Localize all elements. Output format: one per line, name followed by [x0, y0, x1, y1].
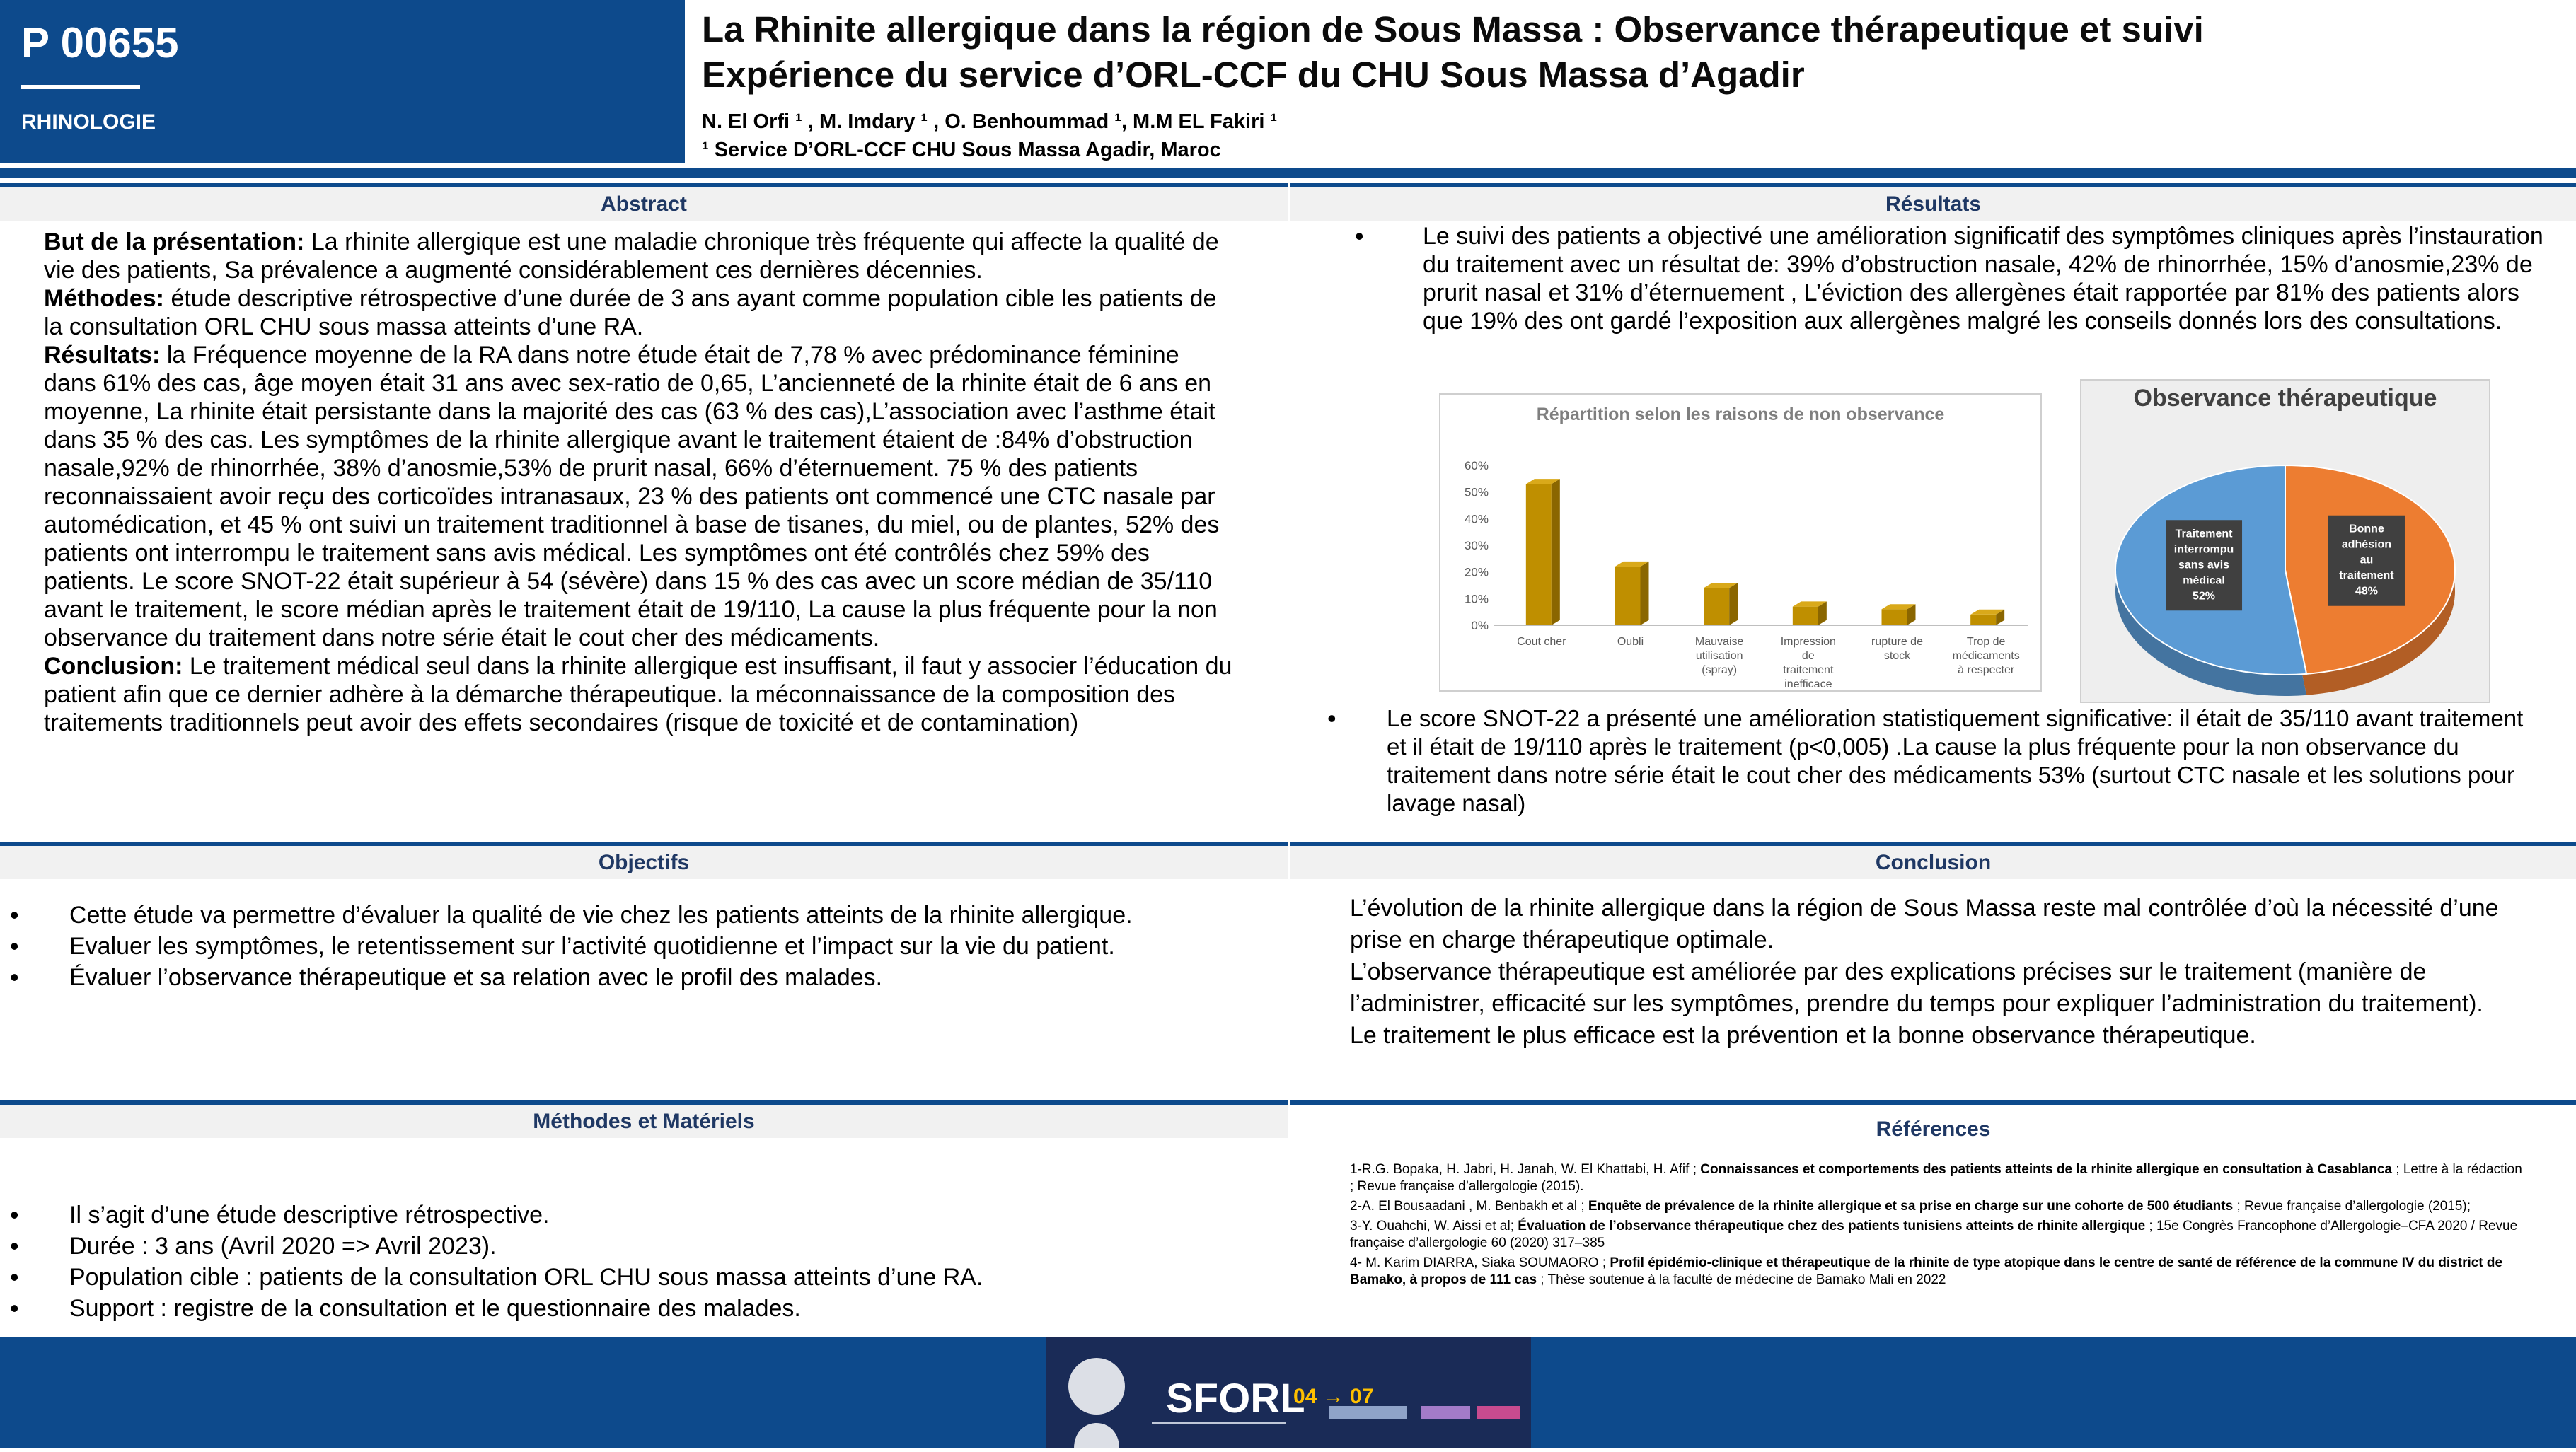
- conclusion-body: [1350, 893, 2553, 1052]
- congress-name: SFORL: [1166, 1376, 1305, 1422]
- title-line-2: Expérience du service d’ORL-CCF du CHU Sous Massa d’Agadir: [702, 54, 1805, 95]
- congress-dates: 04 → 07: [1293, 1385, 1374, 1408]
- abstract-para-conclusion: [44, 652, 1232, 737]
- ref-4-source: ; Thèse soutenue à la faculté de médecine de Bamako Mali en 2022: [1537, 1272, 1946, 1287]
- bar-category-label: rupture de stock: [1871, 636, 1923, 662]
- bar-category-label: Oubli: [1617, 636, 1644, 648]
- abstract-conclusion-label: Conclusion:: [44, 653, 183, 680]
- resultats-title: Résultats: [1290, 183, 2576, 221]
- abstract-conclusion-text: Le traitement médical seul dans la rhinite allergique est insuffisant, il faut y associer l’éducation du patient afin que ce dernier adhère à la démarche thérapeutique. la méconnaissance de la composition des traitements traditionnels peut avoir des effets secondaires (risque de toxicité et de contamination): [44, 653, 1232, 736]
- methode-item: • Population cible : patients de la consultation ORL CHU sous massa atteints d’une RA.: [6, 1262, 1208, 1293]
- bar-category-label: Trop de médicaments à respecter: [1952, 636, 2020, 676]
- poster-title: [702, 7, 2555, 98]
- abstract-resultats-label: Résultats:: [44, 342, 161, 368]
- ref-3-source: ; 15e Congrès Francophone d’Allergologie–CFA 2020 / Revue française d’allergologie 60 (2020) 317–385: [1350, 1219, 2518, 1250]
- ref-3-authors: 3-Y. Ouahchi, W. Aissi et al;: [1350, 1219, 1518, 1233]
- svg-text:Bonneadhésionautraitement48%: Bonne adhésion au traitement 48%: [2339, 523, 2394, 598]
- conclusion-para-2: L’observance thérapeutique est améliorée par des explications précises sur le traitement (manière de l’administrer, efficacité sur les symptômes, prendre du temps pour expliquer l’administration du traitement).: [1350, 958, 2483, 1017]
- resultats-item-2: • Le score SNOT-22 a présenté une amélioration statistiquement significative: il était de 35/110 avant traitement et il était de 19/110 après le traitement (p<0,005) .La cause la plus fréquente pour la non observance du traitement dans notre série était le cout cher des médicaments 53% (surtout CTC nasale et les solutions pour lavage nasal): [1323, 704, 2540, 818]
- resultats-item-1: • Le suivi des patients a objectivé une amélioration significatif des symptômes cliniques après l’instauration du traitement avec un résultat de: 39% d’obstruction nasale, 42% de rhinorrhée, 15% d’anosmie,23% de prurit nasal et 31% d’éternuement , L’éviction des allergènes était rapportée par 81% des patients alors que 19% des ont gardé l’exposition aux allergènes malgré les conseils donnés lors des consultations.: [1355, 222, 2543, 335]
- abstract-methodes-text: étude descriptive rétrospective d’une durée de 3 ans ayant comme population cible les patients de la consultation ORL CHU sous massa atteints d’une RA.: [44, 285, 1217, 340]
- title-line-1: La Rhinite allergique dans la région de Sous Massa : Observance thérapeutique et suivi: [702, 9, 2204, 50]
- congress-banner: [1046, 1337, 1531, 1448]
- abstract-para-resultats: [44, 341, 1232, 652]
- bar-mark: [1615, 562, 1649, 625]
- bar-mark: [1526, 479, 1560, 625]
- pie-chart-title: Observance thérapeutique: [2133, 385, 2437, 412]
- reference-2: [1350, 1198, 2524, 1215]
- bar-ytick-label: 20%: [1464, 565, 1489, 579]
- bar-category-label: Cout cher: [1517, 636, 1566, 648]
- ref-2-source: ; Revue française d’allergologie (2015);: [2233, 1199, 2471, 1214]
- bar-chart: [1439, 393, 2042, 692]
- ref-1-source: ; Lettre à la rédaction ; Revue française d’allergologie (2015).: [1350, 1162, 2522, 1194]
- poster-category: RHINOLOGIE: [21, 110, 156, 134]
- resultats-body-1: [1355, 222, 2543, 335]
- conclusion-para-3: Le traitement le plus efficace est la prévention et la bonne observance thérapeutique.: [1350, 1022, 2256, 1049]
- bar-mark: [1704, 583, 1738, 625]
- abstract-title: Abstract: [0, 183, 1288, 221]
- objectifs-body: [6, 900, 1208, 993]
- bar-ytick-label: 0%: [1471, 619, 1489, 632]
- bar-category-label: Impression de traitement inefficace: [1780, 636, 1836, 690]
- ref-2-title: Enquête de prévalence de la rhinite allergique et sa prise en charge sur une cohorte de 500 étudiants: [1588, 1199, 2234, 1214]
- objectif-item: • Evaluer les symptômes, le retentissement sur l’activité quotidienne et l’impact sur la vie du patient.: [6, 931, 1208, 962]
- objectif-item: • Cette étude va permettre d’évaluer la qualité de vie chez les patients atteints de la rhinite allergique.: [6, 900, 1208, 931]
- reference-4: [1350, 1255, 2524, 1289]
- pie-slice-label: [2328, 516, 2405, 606]
- poster-id: P 00655: [21, 19, 179, 66]
- ref-4-authors: 4- M. Karim DIARRA, Siaka SOUMAORO ;: [1350, 1255, 1610, 1270]
- bar-mark: [1882, 604, 1916, 625]
- abstract-resultats-text: la Fréquence moyenne de la RA dans notre étude était de 7,78 % avec prédominance féminine dans 61% des cas, âge moyen était 31 ans avec sex-ratio de 0,65, L’ancienneté de la rhinite était de 6 ans en moyenne, La rhinite était persistante dans la majorité des cas (63 % des cas),L’association avec l’asthme était dans 35 % des cas. Les symptômes de la rhinite allergique avant le traitement étaient de :84% d’obstruction nasale,92% de rhinorrhée, 38% d’anosmie,53% de prurit nasal, 66% d’éternuement. 75 % des patients reconnaissaient avoir reçu des corticoïdes intranasaux, 23 % des patients ont commencé une CTC nasale par automédication, et 45 % ont suivi un traitement traditionnel à base de tisanes, du miel, ou de plantes, 52% des patients ont interrompu le traitement sans avis médical. Les symptômes ont été contrôlés chez 59% des patients. Le score SNOT-22 était supérieur à 54 (sévère) dans 15 % des cas avec un score médian de 35/110 avant le traitement, le score médian après le traitement était de 19/110, La cause la plus fréquente pour la non observance du traitement dans notre série était le cout cher des médicaments.: [44, 342, 1220, 651]
- conclusion-para-1: L’évolution de la rhinite allergique dans la région de Sous Massa reste mal contrôlée d’où la nécessité d’une prise en charge thérapeutique optimale.: [1350, 895, 2499, 953]
- ref-3-title: Évaluation de l’observance thérapeutique chez des patients tunisiens atteints de rhinite allergique: [1518, 1219, 2146, 1233]
- bar-ytick-label: 40%: [1464, 512, 1489, 526]
- svg-text:Traitementinterrompusans avism: Traitement interrompu sans avis médical 52%: [2173, 528, 2234, 603]
- bar-category-label: Mauvaise utilisation (spray): [1694, 636, 1744, 676]
- abstract-but-label: But de la présentation:: [44, 228, 305, 255]
- bar-ytick-label: 60%: [1464, 459, 1489, 472]
- reference-3: [1350, 1218, 2524, 1252]
- resultats-body-2: [1323, 704, 2540, 818]
- bar-mark: [1793, 601, 1827, 625]
- abstract-methodes-label: Méthodes:: [44, 285, 164, 312]
- references-body: [1350, 1161, 2524, 1291]
- bar-mark: [1970, 610, 2004, 625]
- ref-1-title: Connaissances et comportements des patients atteints de la rhinite allergique en consultation à Casablanca: [1700, 1162, 2392, 1177]
- affiliation: ¹ Service D’ORL-CCF CHU Sous Massa Agadir, Maroc: [702, 139, 1221, 161]
- objectif-item: • Évaluer l’observance thérapeutique et sa relation avec le profil des malades.: [6, 962, 1208, 993]
- reference-1: [1350, 1161, 2524, 1195]
- bar-ytick-label: 30%: [1464, 539, 1489, 552]
- methodes-body: [6, 1200, 1208, 1324]
- bar-ytick-label: 10%: [1464, 592, 1489, 606]
- ref-4-title: Profil épidémio-clinique et thérapeutique de la rhinite de type atopique dans le centre de santé de référence de la commune IV du district de Bamako, à propos de 111 cas: [1350, 1255, 2503, 1287]
- objectifs-title: Objectifs: [0, 842, 1288, 879]
- methodes-title: Méthodes et Matériels: [0, 1100, 1288, 1138]
- abstract-para-but: [44, 228, 1232, 284]
- header-divider: [0, 168, 2576, 178]
- bar-chart-title: Répartition selon les raisons de non observance: [1536, 405, 1945, 424]
- pie-slice-label: [2166, 520, 2242, 610]
- abstract-body: [44, 228, 1232, 737]
- methode-item: • Support : registre de la consultation et le questionnaire des malades.: [6, 1293, 1208, 1324]
- ref-1-authors: 1-R.G. Bopaka, H. Jabri, H. Janah, W. El Khattabi, H. Afif ;: [1350, 1162, 1701, 1177]
- methode-item: • Il s’agit d’une étude descriptive rétrospective.: [6, 1200, 1208, 1231]
- methode-item: • Durée : 3 ans (Avril 2020 => Avril 2023).: [6, 1231, 1208, 1262]
- authors: N. El Orfi ¹ , M. Imdary ¹ , O. Benhoummad ¹, M.M EL Fakiri ¹: [702, 110, 1278, 133]
- poster-id-underline: [21, 85, 140, 89]
- references-title: Références: [1290, 1100, 2576, 1154]
- conclusion-title: Conclusion: [1290, 842, 2576, 879]
- pie-chart: [2080, 379, 2490, 703]
- ref-2-authors: 2-A. El Bousaadani , M. Benbakh et al ;: [1350, 1199, 1588, 1214]
- abstract-but-text: La rhinite allergique est une maladie chronique très fréquente qui affecte la qualité de vie des patients, Sa prévalence a augmenté considérablement ces dernières décennies.: [44, 228, 1219, 284]
- bar-ytick-label: 50%: [1464, 485, 1489, 499]
- abstract-para-methodes: [44, 284, 1232, 341]
